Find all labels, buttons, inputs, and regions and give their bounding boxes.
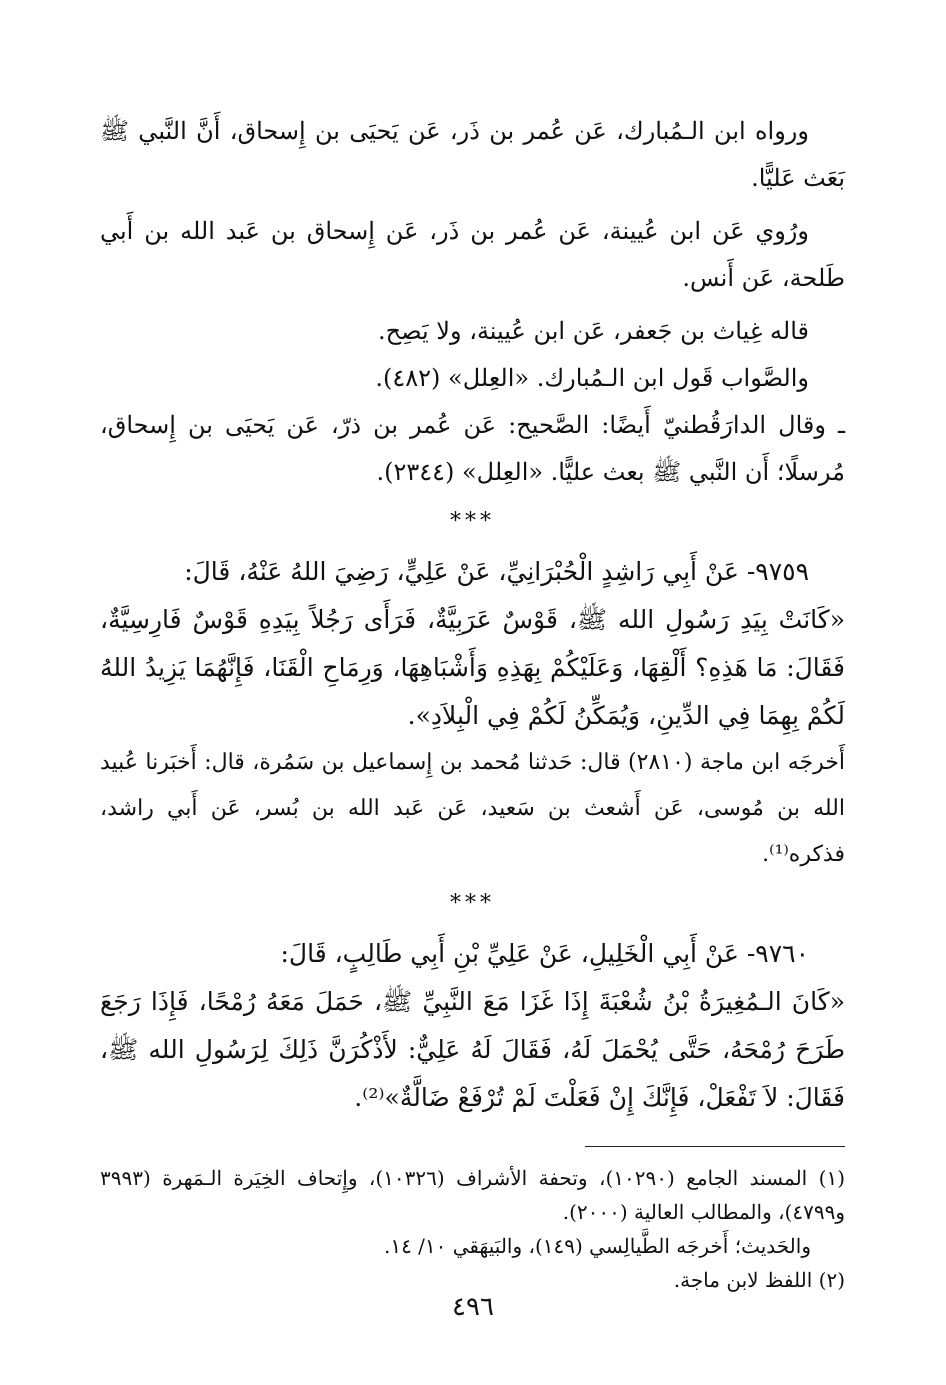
page-number: ٤٩٦: [452, 1292, 494, 1322]
footnote-separator: [585, 1146, 845, 1147]
paragraph-ghiyath: قاله غِياث بن جَعفر، عَن ابن عُيينة، ولا يَصِح.: [378, 317, 809, 345]
hadith-9759-text: «كَانَتْ بِيَدِ رَسُولِ الله ﷺ، قَوْسٌ عَرَبِيَّةٌ، فَرَأَى رَجُلاً بِيَدِهِ قَوْسٌ فَارِسِيَّةٌ، فَقَالَ: مَا هَذِهِ؟ أَلْقِهَا، وَعَلَيْكُمْ بِهَذِهِ وَأَشْبَاهِهَا، وَرِمَاحِ الْقَنَا، فَإِنَّهُمَا يَزِيدُ اللهُ لَكُمْ بِهِمَا فِي الدِّينِ، وَيُمَكِّنُ لَكُمْ فِي الْبِلاَدِ».: [100, 605, 845, 730]
hadith-9760-text: «كَانَ الـمُغِيرَةُ بْنُ شُعْبَةَ إِذَا غَزَا مَعَ النَّبِيِّ ﷺ، حَمَلَ مَعَهُ رُمْحًا، فَإِذَا رَجَعَ طَرَحَ رُمْحَهُ، حَتَّى يُحْمَلَ لَهُ، فَقَالَ لَهُ عَلِيٌّ: لأَذْكُرَنَّ ذَلِكَ لِرَسُولِ الله ﷺ، فَقَالَ: لاَ تَفْعَلْ، فَإِنَّكَ إِنْ فَعَلْتَ لَمْ تُرْفَعْ ضَالَّةٌ»⁽²⁾.: [100, 987, 845, 1112]
section-separator-stars: ***: [450, 509, 495, 534]
hadith-9760-heading: ٩٧٦٠- عَنْ أَبِي الْخَلِيلِ، عَنْ عَلِيِّ بْنِ أَبِي طَالِبٍ، قَالَ:: [280, 939, 809, 968]
page-body: [100, 108, 845, 1297]
paragraph-daraqutni: ـ وقال الدارَقُطنيّ أَيضًا: الصَّحيح: عَن عُمر بن ذرّ، عَن يَحيَى بن إِسحاق، مُرسلًا؛ أَن النَّبي ﷺ بعث عليًّا. «العِلل» (٢٣٤٤).: [100, 411, 845, 486]
hadith-9759-source: أَخرجَه ابن ماجة (٢٨١٠) قال: حَدثنا مُحمد بن إِسماعيل بن سَمُرة، قال: أَخبَرنا عُبيد الله بن مُوسى، عَن أَشعث بن سَعيد، عَن عَبد الله بن بُسر، عَن أَبي راشد، فذكره⁽¹⁾.: [100, 750, 846, 867]
footnote-1-continued: والحَديث؛ أَخرجَه الطَّيالِسي (١٤٩)، والبَيهَقي ١٠/ ١٤.: [383, 1234, 811, 1258]
hadith-9759-heading: ٩٧٥٩- عَنْ أَبِي رَاشِدٍ الْحُبْرَانِيِّ، عَنْ عَلِيٍّ، رَضِيَ اللهُ عَنْهُ، قَالَ:: [184, 557, 809, 586]
footnote-2: (٢) اللفظ لابن ماجة.: [673, 1268, 845, 1292]
section-separator-stars: ***: [450, 891, 495, 916]
paragraph-sawab: والصَّواب قَول ابن الـمُبارك. «العِلل» (٤٨٢).: [375, 364, 809, 392]
paragraph-ibn-mubarak: ورواه ابن الـمُبارك، عَن عُمر بن ذَر، عَن يَحيَى بن إِسحاق، أَنَّ النَّبي ﷺ بَعَث عَليًّا.: [100, 117, 845, 192]
footnote-1: (١) المسند الجامع (١٠٢٩٠)، وتحفة الأشراف (١٠٣٢٦)، وإِتحاف الخِيَرة الـمَهرة (٣٩٩٣ و٤٧٩٩)، والمطالب العالية (٢٠٠٠).: [100, 1166, 846, 1224]
paragraph-ibn-uyaynah: ورُوي عَن ابن عُيينة، عَن عُمر بن ذَر، عَن إِسحاق بن عَبد الله بن أَبي طَلحة، عَن أَنس.: [100, 217, 845, 292]
